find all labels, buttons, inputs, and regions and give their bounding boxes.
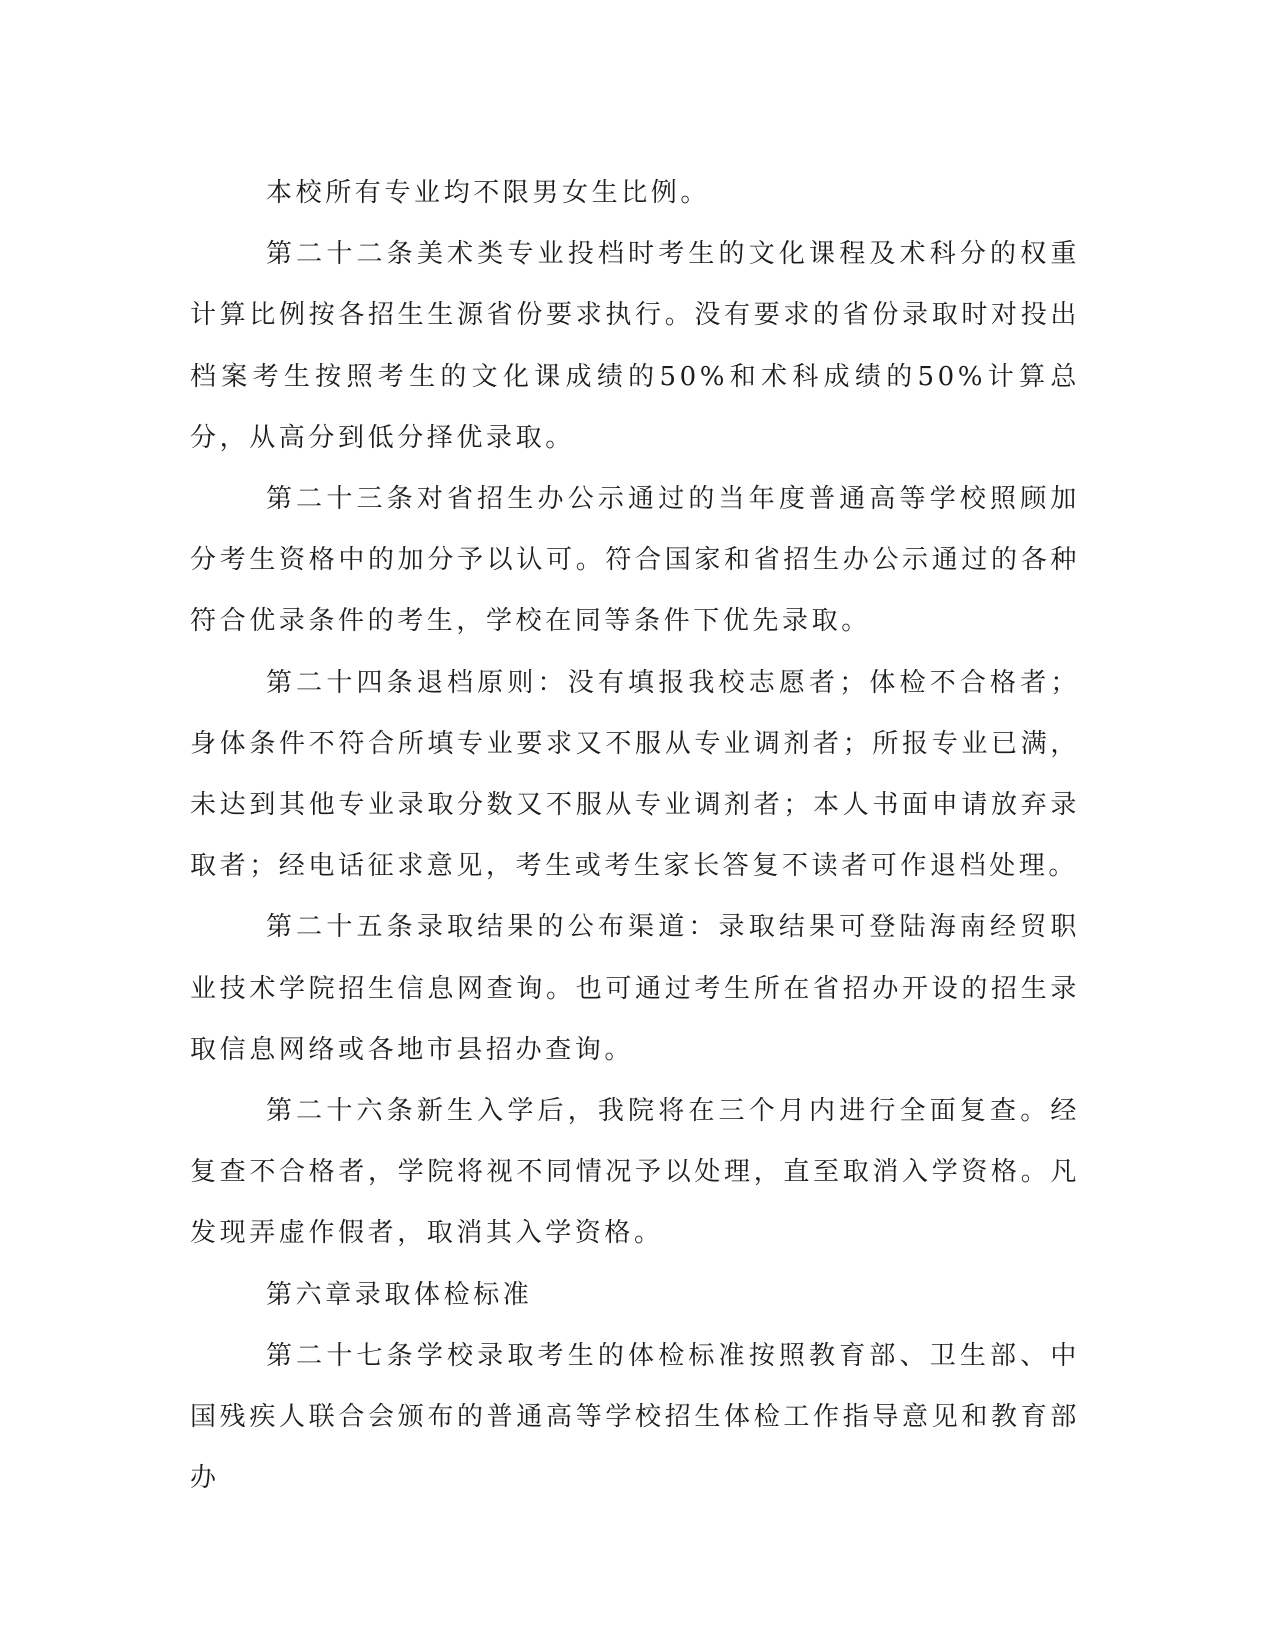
- chapter-6-heading: 第六章录取体检标准: [266, 1279, 533, 1310]
- document-body: [190, 163, 1080, 1509]
- paragraph-article-24: 第二十四条退档原则：没有填报我校志愿者；体检不合格者；身体条件不符合所填专业要求又不服从专业调剂者；所报专业已满，未达到其他专业录取分数又不服从专业调剂者；本人书面申请放弃录取者；经电话征求意见，考生或考生家长答复不读者可作退档处理。: [190, 667, 1080, 882]
- paragraph-gender-ratio: 本校所有专业均不限男女生比例。: [266, 178, 711, 208]
- paragraph-article-27: 第二十七条学校录取考生的体检标准按照教育部、卫生部、中国残疾人联合会颁布的普通高等学校招生体检工作指导意见和教育部办: [190, 1340, 1080, 1494]
- paragraph-article-23: 第二十三条对省招生办公示通过的当年度普通高等学校照顾加分考生资格中的加分予以认可。符合国家和省招生办公示通过的各种符合优录条件的考生，学校在同等条件下优先录取。: [190, 484, 1080, 637]
- paragraph-article-25: 第二十五条录取结果的公布渠道：录取结果可登陆海南经贸职业技术学院招生信息网查询。也可通过考生所在省招办开设的招生录取信息网络或各地市县招办查询。: [190, 912, 1080, 1065]
- paragraph-article-26: 第二十六条新生入学后，我院将在三个月内进行全面复查。经复查不合格者，学院将视不同情况予以处理，直至取消入学资格。凡发现弄虚作假者，取消其入学资格。: [190, 1096, 1080, 1249]
- paragraph-article-22: 第二十二条美术类专业投档时考生的文化课程及术科分的权重计算比例按各招生生源省份要求执行。没有要求的省份录取时对投出档案考生按照考生的文化课成绩的50%和术科成绩的50%计算总分，从高分到低分择优录取。: [190, 239, 1080, 453]
